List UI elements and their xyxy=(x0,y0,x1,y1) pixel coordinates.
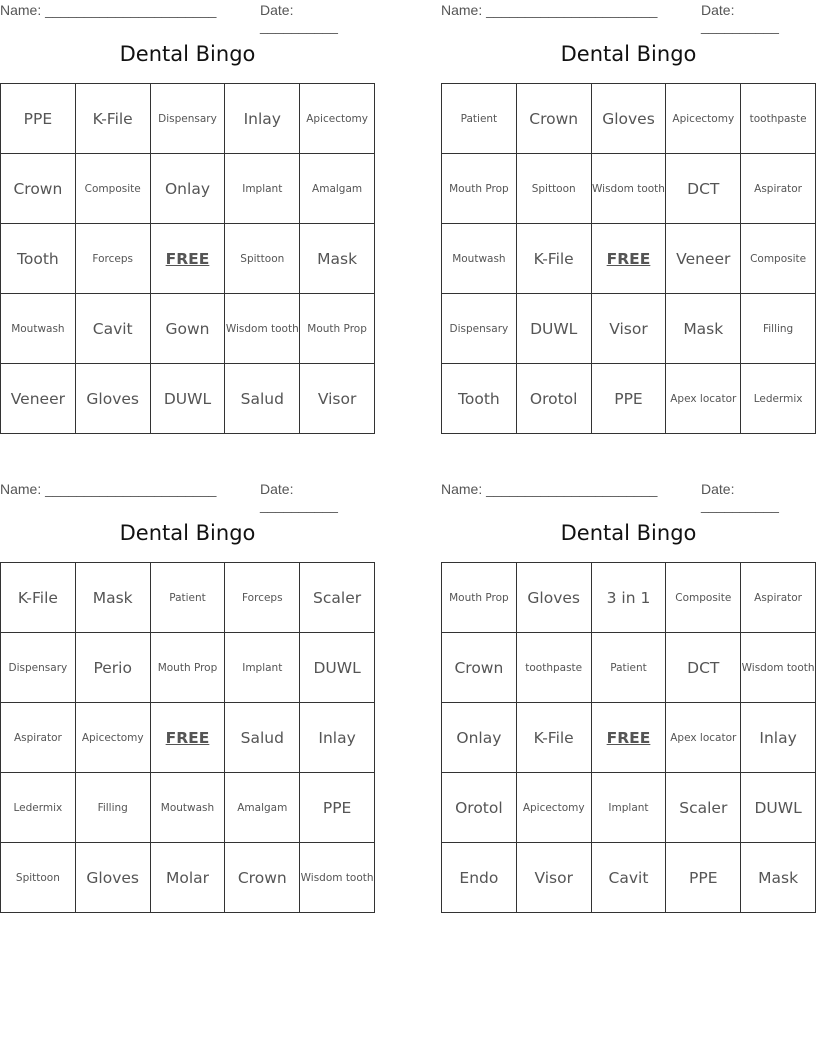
bingo-row xyxy=(1,294,375,364)
bingo-row xyxy=(442,773,816,843)
card-title: Dental Bingo xyxy=(119,42,256,66)
bingo-cell: Mask xyxy=(741,843,816,913)
bingo-cell: Wisdom tooth xyxy=(741,633,816,703)
bingo-row xyxy=(1,154,375,224)
name-line: Name: ______________________ xyxy=(441,2,658,18)
bingo-cell: Scaler xyxy=(666,773,741,843)
bingo-cell: Mouth Prop xyxy=(442,563,517,633)
bingo-cell: Crown xyxy=(1,154,76,224)
bingo-cell: Amalgam xyxy=(300,154,375,224)
bingo-cell: Gloves xyxy=(516,563,591,633)
bingo-cell: PPE xyxy=(591,364,666,434)
bingo-cell: Filling xyxy=(741,294,816,364)
bingo-row xyxy=(442,224,816,294)
bingo-cell: Veneer xyxy=(1,364,76,434)
name-line: Name: ______________________ xyxy=(441,481,658,497)
bingo-row xyxy=(442,294,816,364)
bingo-cell: PPE xyxy=(1,84,76,154)
bingo-cell: Moutwash xyxy=(442,224,517,294)
free-space-cell: FREE xyxy=(591,703,666,773)
bingo-row xyxy=(442,364,816,434)
card-header xyxy=(0,479,375,513)
bingo-cell: Crown xyxy=(442,633,517,703)
bingo-row xyxy=(1,843,375,913)
bingo-grid xyxy=(441,83,816,434)
bingo-cell: DCT xyxy=(666,154,741,224)
bingo-row xyxy=(442,843,816,913)
bingo-row xyxy=(1,703,375,773)
bingo-cell: Wisdom tooth xyxy=(300,843,375,913)
bingo-cell: DUWL xyxy=(300,633,375,703)
bingo-row xyxy=(442,703,816,773)
bingo-cell: Tooth xyxy=(442,364,517,434)
bingo-row xyxy=(1,773,375,843)
bingo-cell: Ledermix xyxy=(741,364,816,434)
bingo-cell: DUWL xyxy=(741,773,816,843)
bingo-cell: Aspirator xyxy=(741,154,816,224)
bingo-cell: Composite xyxy=(741,224,816,294)
bingo-cell: Patient xyxy=(150,563,225,633)
bingo-cell: PPE xyxy=(666,843,741,913)
bingo-row xyxy=(1,364,375,434)
date-line: Date: __________ xyxy=(701,481,779,513)
bingo-cell: Implant xyxy=(225,154,300,224)
bingo-cell: Amalgam xyxy=(225,773,300,843)
bingo-row xyxy=(1,633,375,703)
bingo-cell: Composite xyxy=(666,563,741,633)
bingo-cell: Onlay xyxy=(150,154,225,224)
bingo-cell: Mask xyxy=(75,563,150,633)
bingo-cell: Moutwash xyxy=(150,773,225,843)
bingo-cell: Aspirator xyxy=(741,563,816,633)
bingo-cell: Apicectomy xyxy=(300,84,375,154)
bingo-cell: Salud xyxy=(225,364,300,434)
bingo-row xyxy=(442,633,816,703)
name-line: Name: ______________________ xyxy=(0,2,217,18)
bingo-cell: Gloves xyxy=(591,84,666,154)
bingo-cell: Perio xyxy=(75,633,150,703)
bingo-cell: Wisdom tooth xyxy=(591,154,666,224)
bingo-cell: Apex locator xyxy=(666,364,741,434)
bingo-cell: K-File xyxy=(516,703,591,773)
bingo-cell: Forceps xyxy=(225,563,300,633)
date-line: Date: __________ xyxy=(260,2,338,34)
bingo-row xyxy=(1,84,375,154)
bingo-cell: Filling xyxy=(75,773,150,843)
bingo-cell: Spittoon xyxy=(225,224,300,294)
bingo-row xyxy=(1,224,375,294)
bingo-cell: Forceps xyxy=(75,224,150,294)
bingo-cell: Dispensary xyxy=(442,294,517,364)
free-space-cell: FREE xyxy=(150,224,225,294)
bingo-row xyxy=(442,84,816,154)
bingo-cell: Mask xyxy=(300,224,375,294)
bingo-cell: toothpaste xyxy=(516,633,591,703)
bingo-cell: DUWL xyxy=(516,294,591,364)
bingo-cell: K-File xyxy=(516,224,591,294)
bingo-cell: Visor xyxy=(591,294,666,364)
bingo-cell: DUWL xyxy=(150,364,225,434)
bingo-cell: Apicectomy xyxy=(75,703,150,773)
bingo-cell: Patient xyxy=(591,633,666,703)
bingo-row xyxy=(1,563,375,633)
bingo-cell: K-File xyxy=(1,563,76,633)
bingo-cell: Crown xyxy=(516,84,591,154)
bingo-cell: toothpaste xyxy=(741,84,816,154)
card-header xyxy=(0,0,375,34)
bingo-cell: Apicectomy xyxy=(666,84,741,154)
bingo-cell: Moutwash xyxy=(1,294,76,364)
bingo-cell: DCT xyxy=(666,633,741,703)
bingo-cell: Endo xyxy=(442,843,517,913)
bingo-cell: Orotol xyxy=(516,364,591,434)
bingo-cell: Orotol xyxy=(442,773,517,843)
bingo-cell: Gloves xyxy=(75,843,150,913)
bingo-row xyxy=(442,563,816,633)
bingo-cell: Visor xyxy=(516,843,591,913)
free-space-cell: FREE xyxy=(591,224,666,294)
card-title: Dental Bingo xyxy=(119,521,256,545)
bingo-cell: Mouth Prop xyxy=(300,294,375,364)
bingo-cell: Patient xyxy=(442,84,517,154)
bingo-cell: Dispensary xyxy=(1,633,76,703)
bingo-cell: Composite xyxy=(75,154,150,224)
bingo-cell: Veneer xyxy=(666,224,741,294)
bingo-cell: Inlay xyxy=(300,703,375,773)
card-header xyxy=(441,479,816,513)
bingo-cell: Ledermix xyxy=(1,773,76,843)
bingo-cell: Dispensary xyxy=(150,84,225,154)
bingo-cell: Crown xyxy=(225,843,300,913)
bingo-cell: Inlay xyxy=(741,703,816,773)
bingo-grid xyxy=(441,562,816,913)
name-line: Name: ______________________ xyxy=(0,481,217,497)
card-header xyxy=(441,0,816,34)
bingo-cell: Cavit xyxy=(591,843,666,913)
bingo-cell: Wisdom tooth xyxy=(225,294,300,364)
bingo-cell: Tooth xyxy=(1,224,76,294)
bingo-row xyxy=(442,154,816,224)
bingo-grid xyxy=(0,562,375,913)
bingo-cell: Visor xyxy=(300,364,375,434)
bingo-cell: Spittoon xyxy=(1,843,76,913)
bingo-cell: Gloves xyxy=(75,364,150,434)
bingo-cell: Implant xyxy=(225,633,300,703)
bingo-cell: PPE xyxy=(300,773,375,843)
bingo-cell: Apicectomy xyxy=(516,773,591,843)
card-title: Dental Bingo xyxy=(560,42,697,66)
bingo-cell: Salud xyxy=(225,703,300,773)
bingo-cell: Gown xyxy=(150,294,225,364)
bingo-cell: Mouth Prop xyxy=(442,154,517,224)
bingo-cell: Mask xyxy=(666,294,741,364)
bingo-cell: Aspirator xyxy=(1,703,76,773)
bingo-cell: Scaler xyxy=(300,563,375,633)
bingo-cell: Cavit xyxy=(75,294,150,364)
bingo-cell: Implant xyxy=(591,773,666,843)
bingo-cell: Apex locator xyxy=(666,703,741,773)
bingo-grid xyxy=(0,83,375,434)
date-line: Date: __________ xyxy=(701,2,779,34)
bingo-cell: Onlay xyxy=(442,703,517,773)
bingo-cell: 3 in 1 xyxy=(591,563,666,633)
date-line: Date: __________ xyxy=(260,481,338,513)
bingo-cell: Spittoon xyxy=(516,154,591,224)
free-space-cell: FREE xyxy=(150,703,225,773)
bingo-cell: K-File xyxy=(75,84,150,154)
card-title: Dental Bingo xyxy=(560,521,697,545)
bingo-cell: Inlay xyxy=(225,84,300,154)
bingo-cell: Molar xyxy=(150,843,225,913)
bingo-cell: Mouth Prop xyxy=(150,633,225,703)
